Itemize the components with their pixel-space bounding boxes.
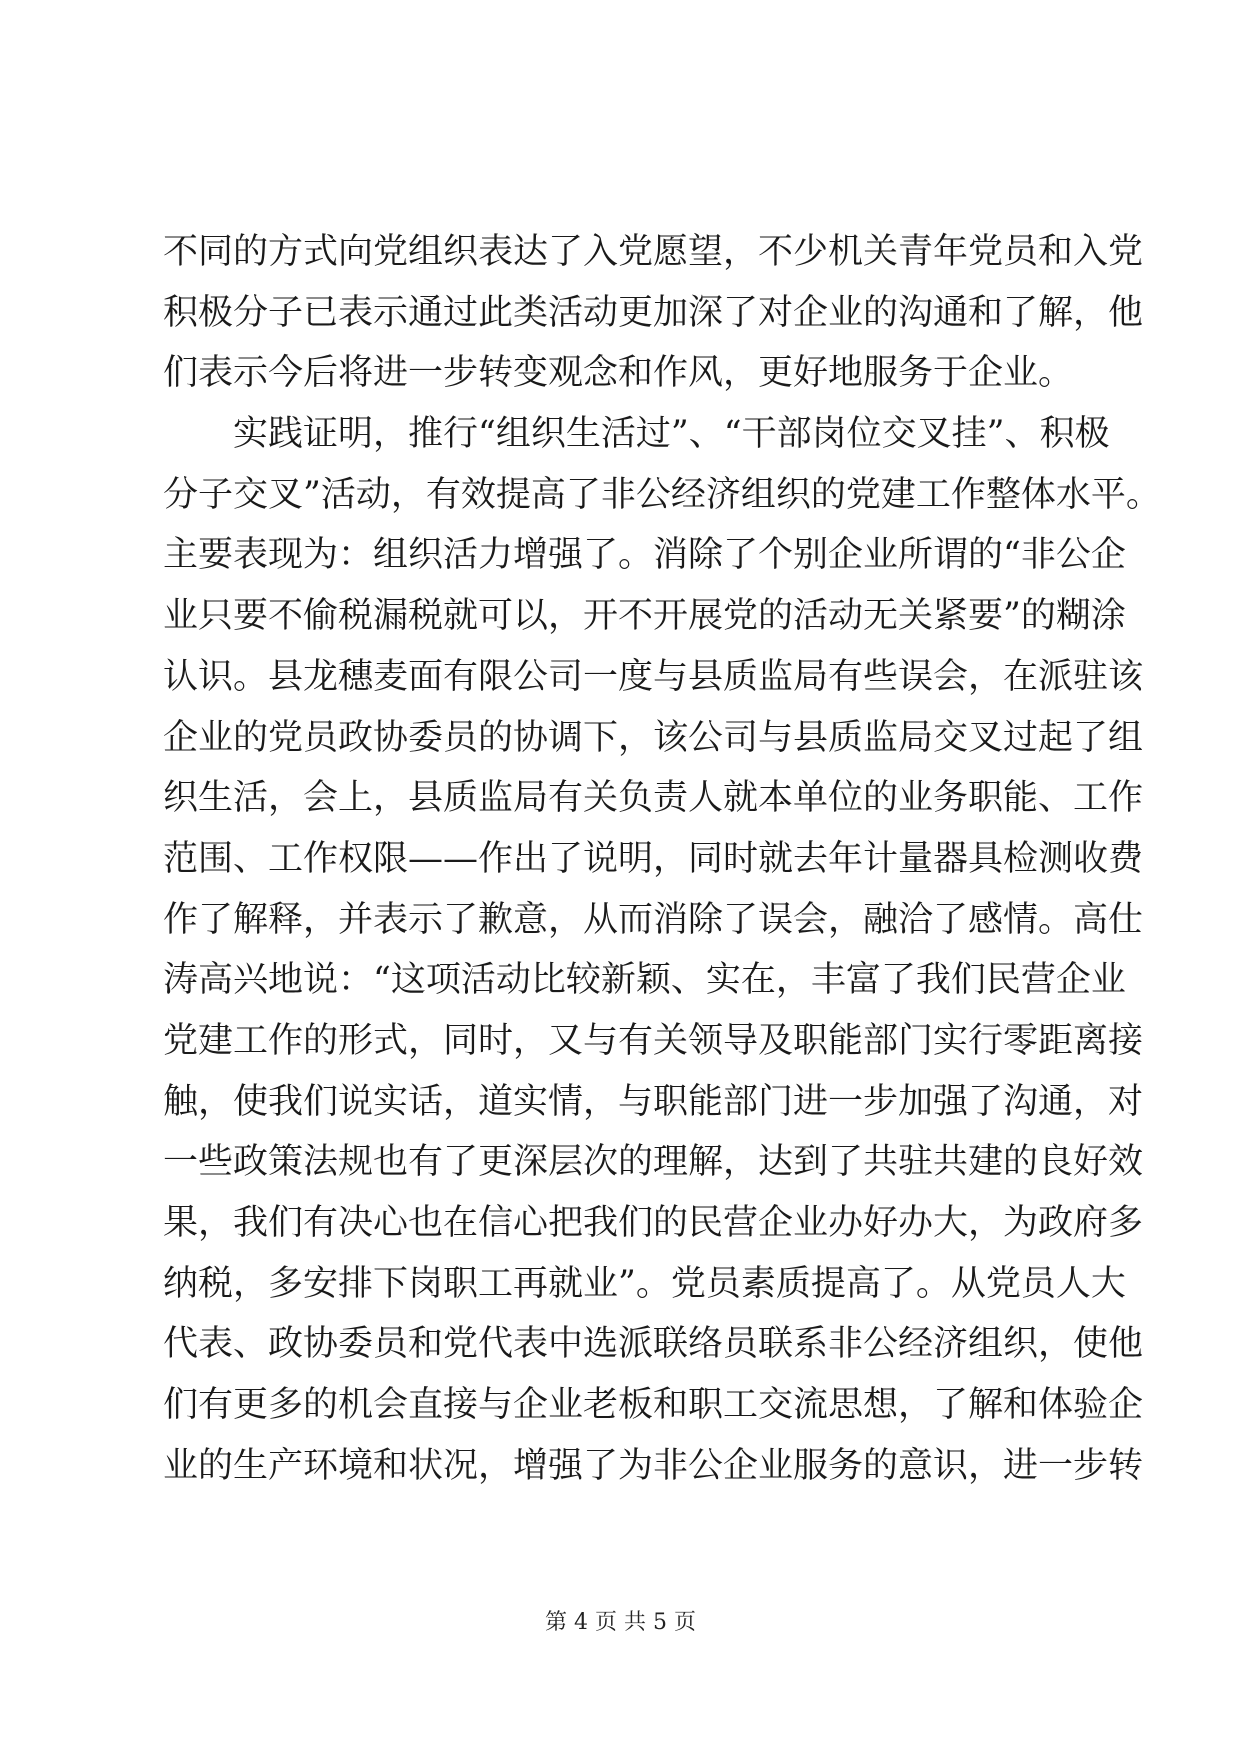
text-line: 作了解释，并表示了歉意，从而消除了误会，融洽了感情。高仕 [163, 899, 1144, 940]
text-line: 们有更多的机会直接与企业老板和职工交流思想，了解和体验企 [163, 1385, 1144, 1426]
text-line: 业只要不偷税漏税就可以，开不开展党的活动无关紧要”的糊涂 [163, 596, 1126, 637]
text-line: 们表示今后将进一步转变观念和作风，更好地服务于企业。 [163, 353, 1074, 394]
text-line: 织生活，会上，县质监局有关负责人就本单位的业务职能、工作 [163, 778, 1144, 819]
text-line: 党建工作的形式，同时，又与有关领导及职能部门实行零距离接 [163, 1020, 1144, 1061]
text-line: 业的生产环境和状况，增强了为非公企业服务的意识，进一步转 [163, 1445, 1144, 1486]
text-line: 主要表现为：组织活力增强了。消除了个别企业所谓的“非公企 [163, 535, 1126, 576]
text-line: 不同的方式向党组织表达了入党愿望，不少机关青年党员和入党 [163, 232, 1144, 272]
text-line: 范围、工作权限——作出了说明，同时就去年计量器具检测收费 [163, 838, 1144, 879]
text-line: 代表、政协委员和党代表中选派联络员联系非公经济组织，使他 [163, 1324, 1144, 1365]
text-line: 涛高兴地说：“这项活动比较新颖、实在，丰富了我们民营企业 [163, 960, 1126, 1001]
text-line: 分子交叉”活动，有效提高了非公经济组织的党建工作整体水平。 [163, 474, 1161, 515]
text-line: 一些政策法规也有了更深层次的理解，达到了共驻共建的良好效 [163, 1142, 1144, 1183]
paragraph-start-line: 实践证明，推行“组织生活过”、“干部岗位交叉挂”、积极 [233, 414, 1110, 455]
text-line: 果，我们有决心也在信心把我们的民营企业办好办大，为政府多 [163, 1203, 1144, 1243]
body-text [163, 222, 1161, 1496]
text-line: 认识。县龙穗麦面有限公司一度与县质监局有些误会，在派驻该 [163, 656, 1144, 697]
text-line: 企业的党员政协委员的协调下，该公司与县质监局交叉过起了组 [163, 717, 1144, 758]
text-line: 积极分子已表示通过此类活动更加深了对企业的沟通和了解，他 [163, 292, 1144, 333]
text-line: 触，使我们说实话，道实情，与职能部门进一步加强了沟通，对 [163, 1081, 1144, 1122]
text-line: 纳税，多安排下岗职工再就业”。党员素质提高了。从党员人大 [163, 1263, 1126, 1304]
page-number-footer: 第 4 页 共 5 页 [545, 1610, 696, 1635]
